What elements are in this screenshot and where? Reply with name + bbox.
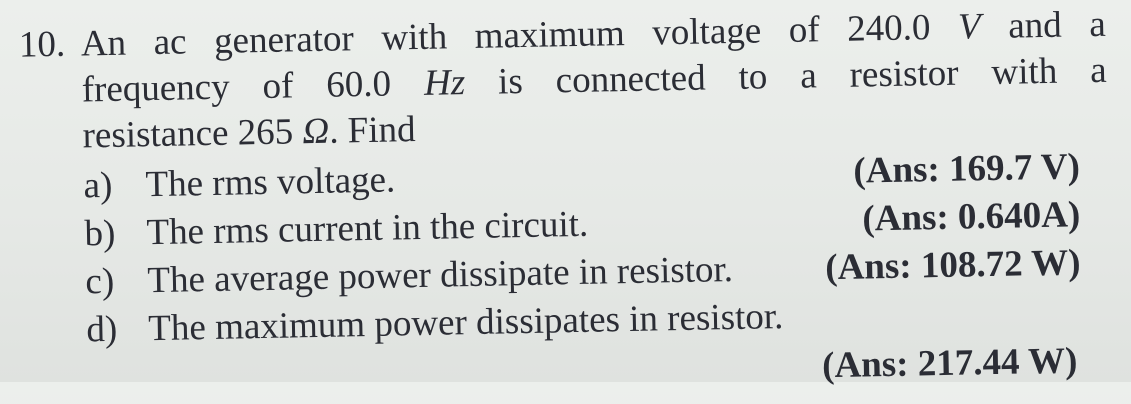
part-d-answer: (Ans: 217.44 W) bbox=[821, 340, 1078, 387]
stem-text: is connected to a resistor with a bbox=[497, 49, 1107, 103]
part-b-letter: b) bbox=[84, 212, 116, 255]
part-a-letter: a) bbox=[83, 164, 113, 207]
stem-text: resistance 265 bbox=[82, 111, 294, 157]
frequency-unit: Hz bbox=[423, 62, 466, 104]
part-b-answer: (Ans: 0.640A) bbox=[861, 194, 1081, 240]
part-d-letter: d) bbox=[85, 308, 118, 351]
part-b-text: The rms current in the circuit. bbox=[146, 203, 589, 254]
part-d-text: The maximum power dissipates in resistor. bbox=[147, 296, 784, 350]
question-number: 10. bbox=[18, 23, 66, 66]
stem-text: An ac generator with maximum voltage of 240.0 bbox=[80, 7, 931, 65]
resistance-unit: Ω bbox=[302, 110, 330, 153]
part-a-text: The rms voltage. bbox=[145, 159, 396, 206]
voltage-unit: V bbox=[957, 6, 982, 48]
stem-text: and a bbox=[1007, 3, 1107, 47]
stem-text: . Find bbox=[328, 109, 416, 152]
stem-text: frequency of 60.0 bbox=[81, 63, 392, 111]
part-c-text: The average power dissipate in resistor. bbox=[147, 248, 734, 302]
part-a-answer: (Ans: 169.7 V) bbox=[853, 146, 1081, 192]
part-c-answer: (Ans: 108.72 W) bbox=[824, 242, 1081, 289]
part-c-letter: c) bbox=[85, 260, 115, 303]
